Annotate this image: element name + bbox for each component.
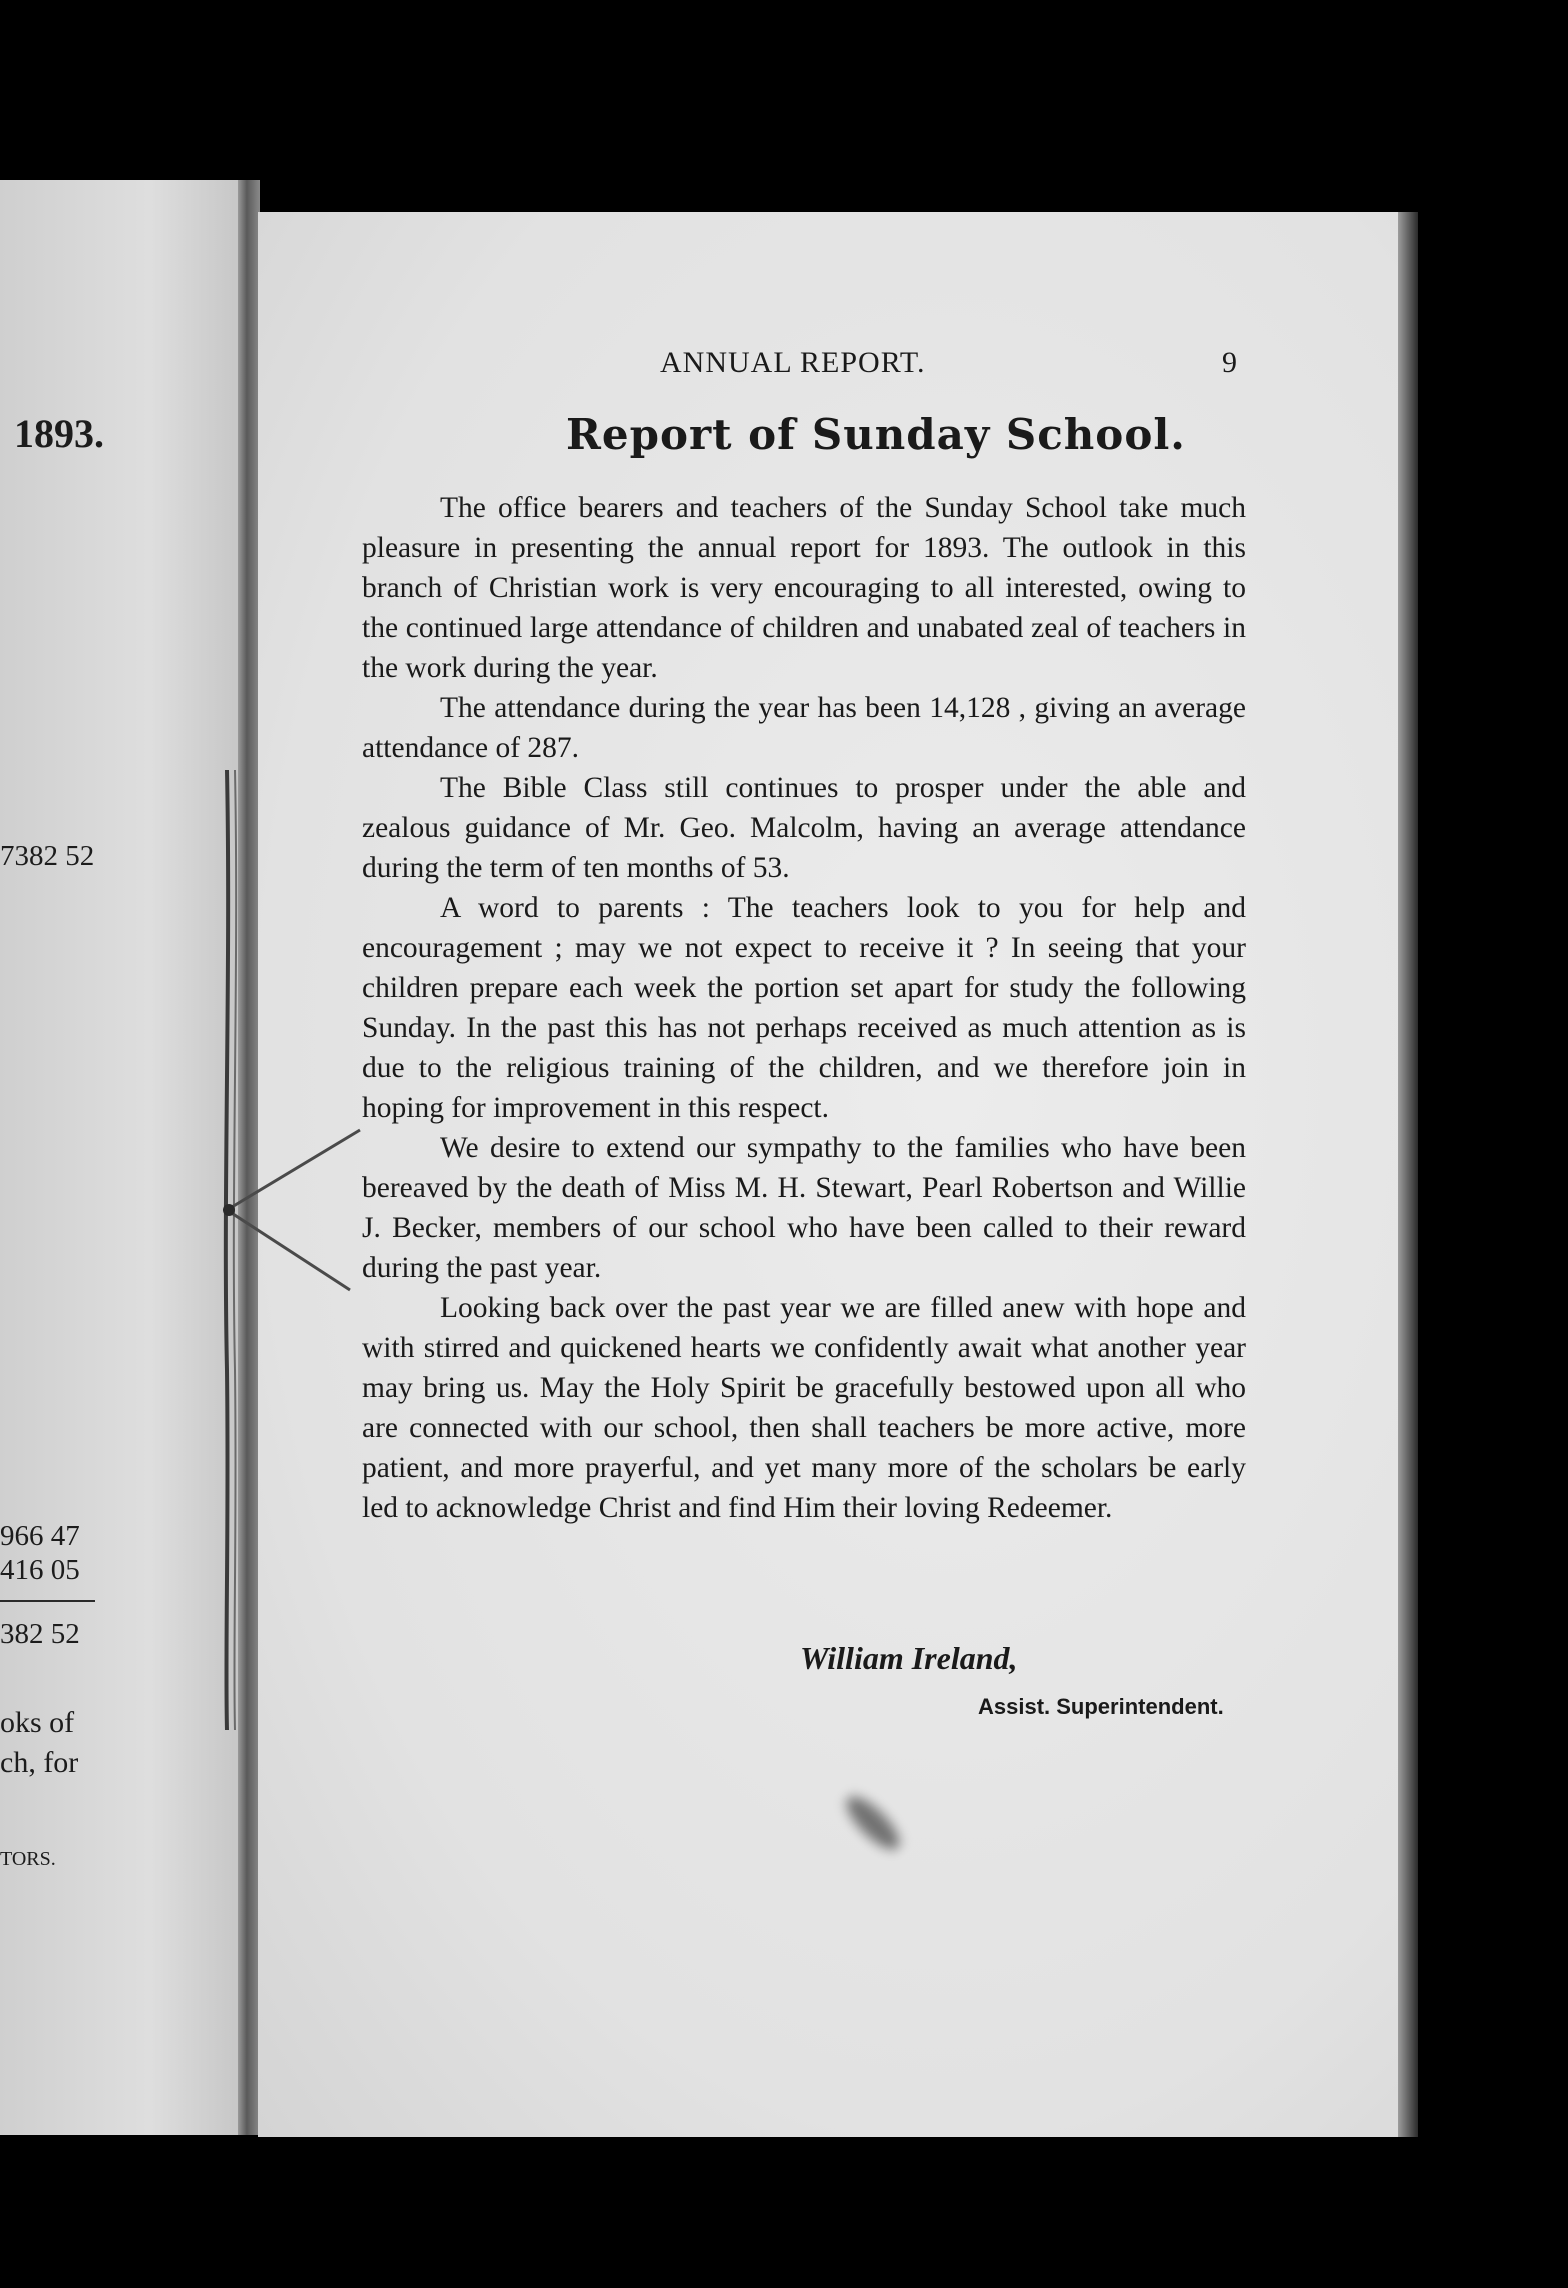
previous-page-fragment-3: TORS.	[0, 1848, 56, 1870]
signature-title: Assist. Superintendent.	[978, 1694, 1224, 1719]
paragraph-bible-class: The Bible Class still continues to prosper under the able and zealous guidance of Mr. Geo. Malcolm, having an average attendance during the term of ten months of 53.	[362, 772, 1246, 884]
pencil-bracket-mark	[205, 770, 365, 1730]
previous-page-year: 1893.	[14, 411, 104, 456]
previous-page-amount-b: 416 05	[0, 1554, 80, 1586]
paragraph-attendance: The attendance during the year has been 14,128 , giving an average attendance of 287.	[362, 692, 1246, 764]
paragraph-parents: A word to parents : The teachers look to you for help and encouragement ; may we not expect to receive it ? In seeing that your children prepare each week the portion set apart for study the following Sunday. In the past this has not perhaps received as much attention as is due to the religious training of the children, and we therefore join in hoping for improvement in this respect.	[362, 892, 1246, 1124]
previous-page-fragment-2: ch, for	[0, 1746, 79, 1779]
previous-page-amount-total: 7382 52	[0, 840, 95, 872]
running-header: ANNUAL REPORT.	[660, 346, 926, 379]
page-number: 9	[1222, 346, 1237, 379]
paragraph-closing: Looking back over the past year we are filled anew with hope and with stirred and quickened hearts we confidently await what another year may bring us. May the Holy Spirit be gracefully bestowed upon all who are connected with our school, then shall teachers be more active, more patient, and more prayerful, and yet many more of the scholars be early led to acknowledge Christ and find Him their loving Redeemer.	[362, 1292, 1246, 1524]
paragraph-sympathy: We desire to extend our sympathy to the families who have been bereaved by the death of Miss M. H. Stewart, Pearl Robertson and Willie J. Becker, members of our school who have been called to their reward during the past year.	[362, 1132, 1246, 1284]
report-body	[362, 488, 1246, 1528]
previous-page-amount-a: 966 47	[0, 1520, 80, 1552]
previous-page-fragment-1: oks of	[0, 1706, 75, 1739]
paragraph-intro: The office bearers and teachers of the Sunday School take much pleasure in presenting the annual report for 1893. The outlook in this branch of Christian work is very encouraging to all interested, owing to the continued large attendance of children and unabated zeal of teachers in the work during the year.	[362, 492, 1246, 684]
previous-page-amount-sum: 382 52	[0, 1618, 80, 1650]
signature-name: William Ireland,	[800, 1640, 1018, 1676]
report-title: Report of Sunday School.	[566, 410, 1186, 459]
page-edge-shadow	[1398, 212, 1418, 2137]
previous-page-sum-rule	[0, 1600, 95, 1602]
